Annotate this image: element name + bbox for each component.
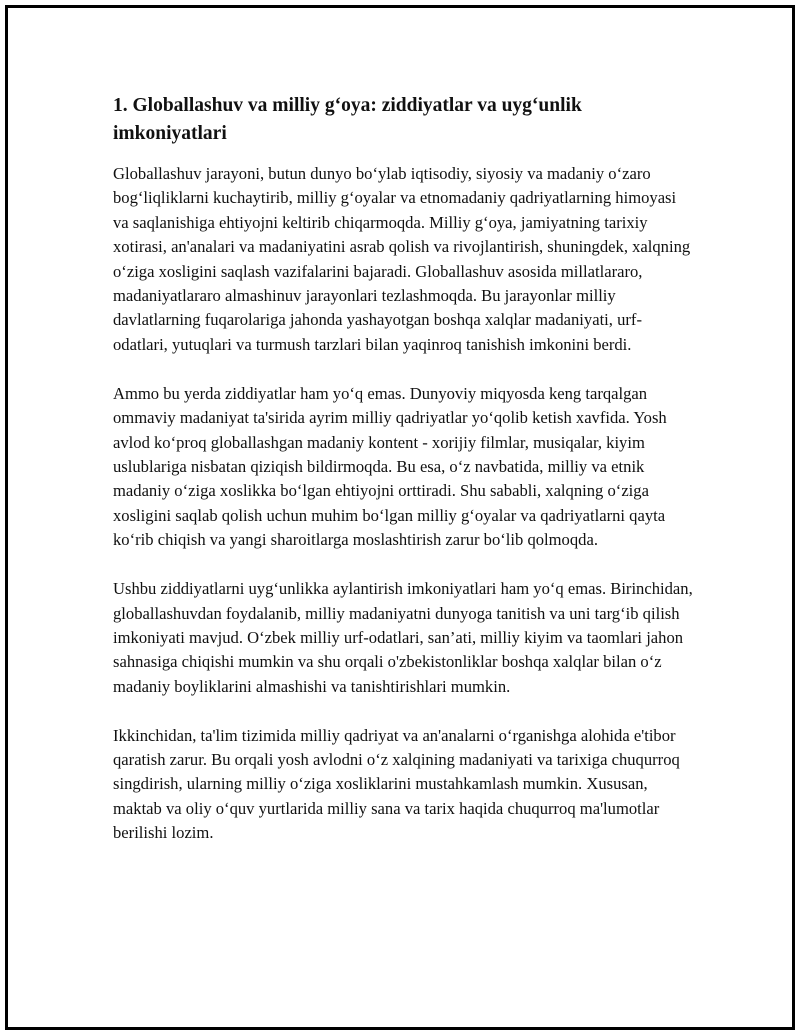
section-heading: 1. Globallashuv va milliy g‘oya: ziddiyatlar va uyg‘unlik imkoniyatlari xyxy=(113,95,582,144)
paragraph-3: Ushbu ziddiyatlarni uyg‘unlikka aylantirish imkoniyatlari ham yo‘q emas. Birinchidan, globallashuvdan foydalanib, milliy madaniyatni dunyoga tanitish va uni targ‘ib qilish imkoniyati mavjud. O‘zbek milliy urf-odatlari, san’ati, milliy kiyim va taomlari jahon sahnasiga chiqishi mumkin va shu orqali o'zbekistonliklar boshqa xalqlar bilan o‘z madaniy boyliklarini almashishi va tanishtirishlari mumkin. xyxy=(113,579,693,696)
paragraph-2: Ammo bu yerda ziddiyatlar ham yo‘q emas. Dunyoviy miqyosda keng tarqalgan ommaviy madaniyat ta'sirida ayrim milliy qadriyatlar yo‘qolib ketish xavfida. Yosh avlod ko‘proq globallashgan madaniy kontent - xorijiy filmlar, musiqalar, kiyim uslublariga nisbatan qiziqish bildirmoqda. Bu esa, o‘z navbatida, milliy va etnik madaniy o‘ziga xoslikka bo‘lgan ehtiyojni orttiradi. Shu sababli, xalqning o‘ziga xosligini saqlab qolish uchun muhim bo‘lgan milliy g‘oyalar va qadriyatlarni qayta ko‘rib chiqish va yangi sharoitlarga moslashtirish zarur bo‘lib qolmoqda. xyxy=(113,383,667,550)
paragraph-1: Globallashuv jarayoni, butun dunyo bo‘ylab iqtisodiy, siyosiy va madaniy o‘zaro bog‘liqliklarni kuchaytirib, milliy g‘oyalar va etnomadaniy qadriyatlarning himoyasi va saqlanishiga ehtiyojni keltirib chiqarmoqda. Milliy g‘oya, jamiyatning tarixiy xotirasi, an'analari va madaniyatini asrab qolish va rivojlantirish, shuningdek, xalqning o‘ziga xosligini saqlash vazifalarini bajaradi. Globallashuv asosida millatlararo, madaniyatlararo almashinuv jarayonlari tezlashmoqda. Bu jarayonlar milliy davlatlarning fuqarolariga jahonda yashayotgan boshqa xalqlar madaniyati, urf-odatlari, yutuqlari va turmush tarzlari bilan yaqinroq tanishish imkonini berdi. xyxy=(113,164,691,354)
paragraph-4: Ikkinchidan, ta'lim tizimida milliy qadriyat va an'analarni o‘rganishga alohida e'tibor qaratish zarur. Bu orqali yosh avlodni o‘z xalqining madaniyati va tarixiga chuqurroq singdirish, ularning milliy o‘ziga xosliklarini mustahkamlash mumkin. Xususan, maktab va oliy o‘quv yurtlarida milliy sana va tarix haqida chuqurroq ma'lumotlar berilishi lozim. xyxy=(113,725,680,843)
document-body xyxy=(113,92,693,870)
